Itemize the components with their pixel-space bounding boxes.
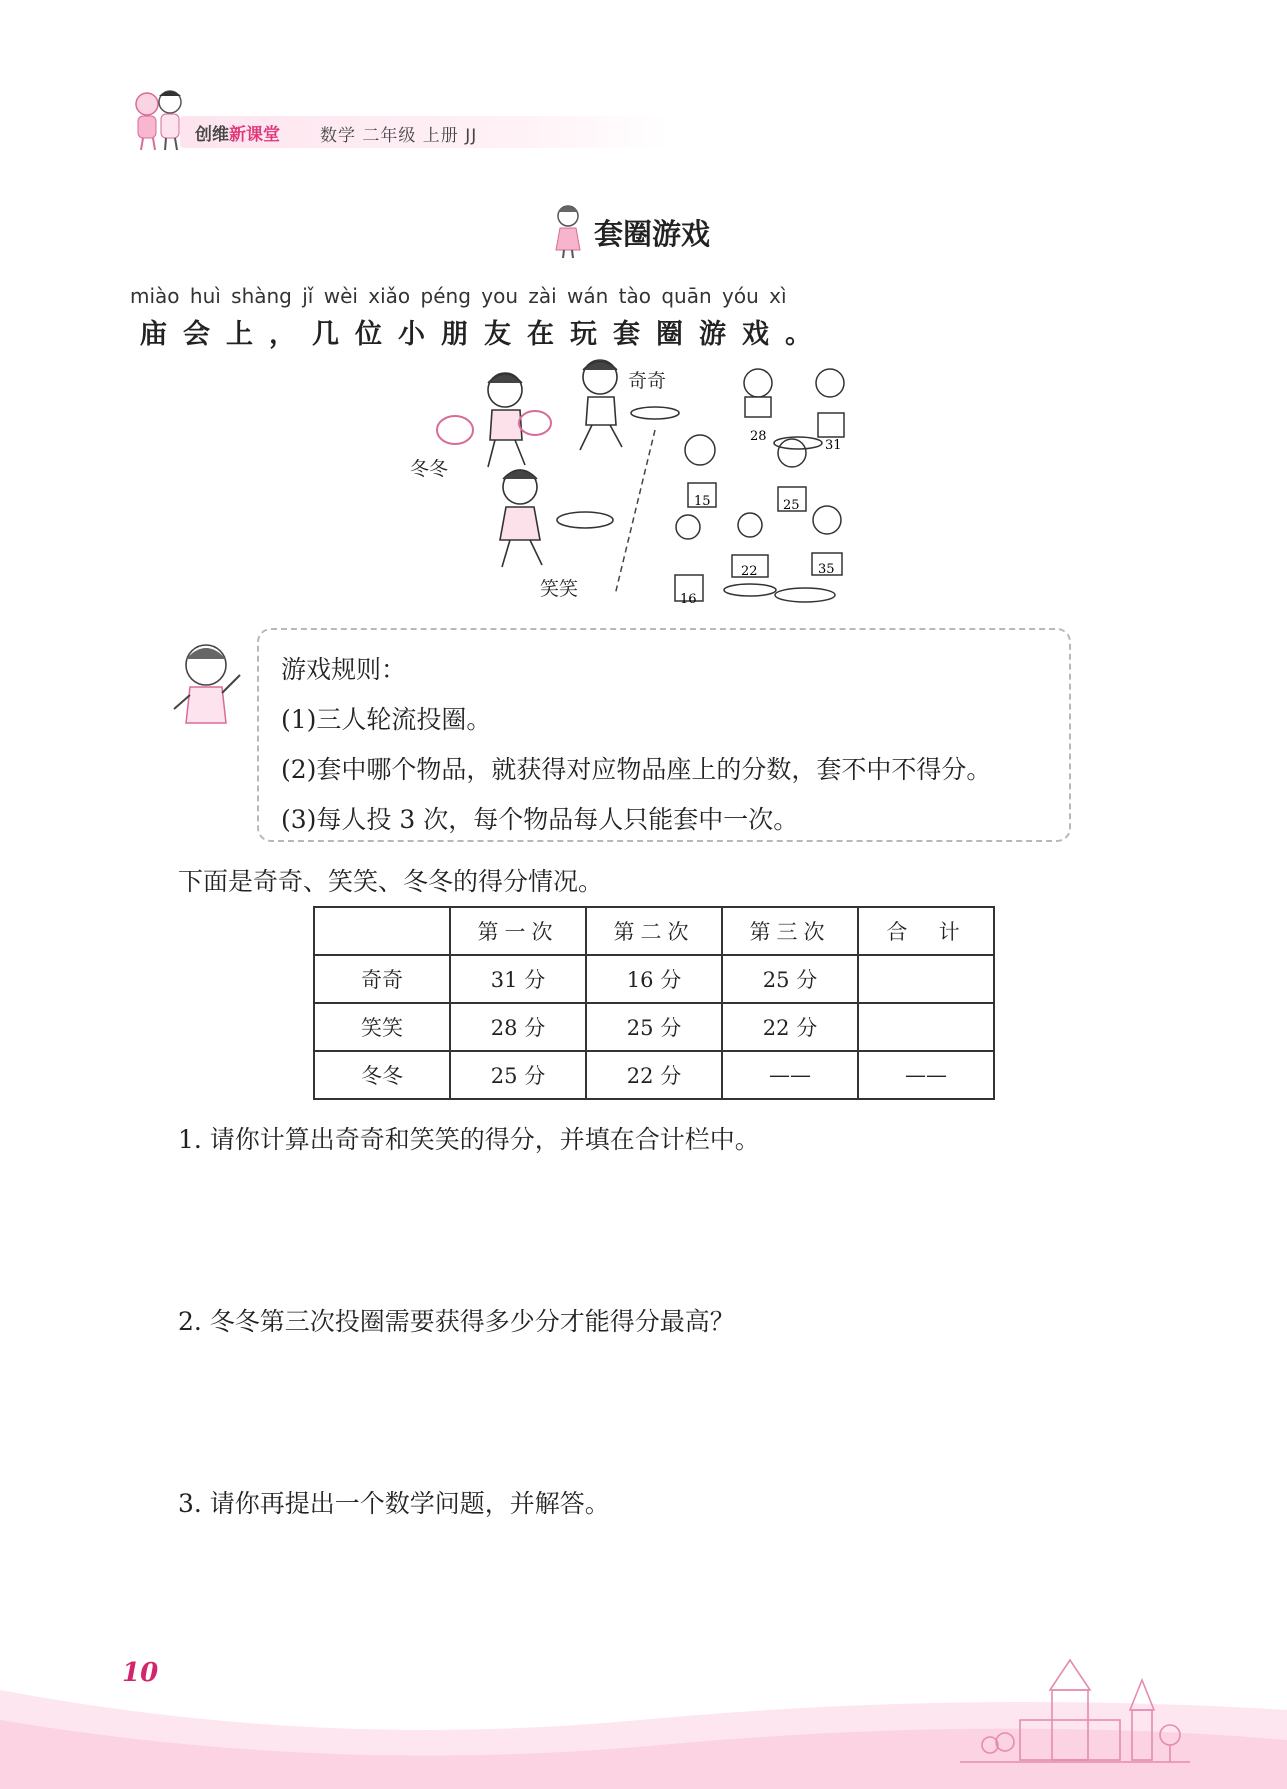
total-cell: —— [858, 1051, 994, 1099]
ring-toss-illustration [400, 355, 865, 610]
score-table [313, 906, 995, 1100]
girl-icon [548, 200, 588, 260]
question-3: 3. 请你再提出一个数学问题，并解答。 [178, 1489, 610, 1518]
seat-16: 16 [680, 592, 697, 607]
table-cell: 28 分 [450, 1003, 586, 1051]
rules-box [257, 628, 1071, 842]
intro-sentence: 庙会上，几位小朋友在玩套圈游戏。 [140, 319, 828, 350]
header-cell: 合 计 [858, 907, 994, 955]
table-intro: 下面是奇奇、笑笑、冬冬的得分情况。 [178, 867, 604, 896]
table-row [314, 1003, 994, 1051]
seat-22: 22 [741, 564, 758, 579]
table-cell: 25 分 [722, 955, 858, 1003]
table-cell: —— [722, 1051, 858, 1099]
table-cell: 25 分 [586, 1003, 722, 1051]
question-2: 2. 冬冬第三次投圈需要获得多少分才能得分最高？ [178, 1307, 735, 1336]
table-row [314, 1051, 994, 1099]
rule-item: (3)每人投 3 次，每个物品每人只能套中一次。 [281, 805, 799, 834]
question-1: 1. 请你计算出奇奇和笑笑的得分，并填在合计栏中。 [178, 1125, 760, 1154]
header-cell: 第二次 [586, 907, 722, 955]
label-xiaoxiao: 笑笑 [540, 578, 579, 600]
label-dongdong: 冬冬 [410, 458, 449, 480]
page-title: 套圈游戏 [594, 217, 711, 251]
brand-highlight: 新课堂 [229, 125, 280, 145]
subject-label: 数学 二年级 上册 JJ [320, 126, 478, 146]
pinyin-line: miào huì shàng jǐ wèi xiǎo péng you zài wán tào quān yóu xì [130, 284, 787, 308]
total-cell[interactable] [858, 955, 994, 1003]
header-cell [314, 907, 450, 955]
section-title [548, 200, 798, 260]
seat-15: 15 [694, 494, 711, 509]
page-header [125, 82, 555, 152]
table-cell: 22 分 [722, 1003, 858, 1051]
header-cell: 第一次 [450, 907, 586, 955]
table-row [314, 955, 994, 1003]
seat-25: 25 [783, 498, 800, 513]
seat-31: 31 [825, 438, 842, 453]
table-cell: 25 分 [450, 1051, 586, 1099]
table-cell: 冬冬 [314, 1051, 450, 1099]
rules-heading: 游戏规则： [281, 655, 407, 684]
rule-item: (1)三人轮流投圈。 [281, 705, 492, 734]
brand-prefix: 创维 [195, 125, 229, 145]
boy-thinking-icon [170, 633, 250, 729]
table-header-row [314, 907, 994, 955]
table-cell: 31 分 [450, 955, 586, 1003]
page-number: 10 [122, 1658, 159, 1688]
brand-name [195, 120, 280, 145]
seat-28: 28 [750, 429, 767, 444]
table-cell: 16 分 [586, 955, 722, 1003]
table-cell: 22 分 [586, 1051, 722, 1099]
rule-item: (2)套中哪个物品，就获得对应物品座上的分数，套不中不得分。 [281, 755, 992, 784]
header-cell: 第三次 [722, 907, 858, 955]
seat-35: 35 [818, 562, 835, 577]
table-cell: 笑笑 [314, 1003, 450, 1051]
castle-decoration-icon [960, 1650, 1190, 1770]
kids-header-icon [125, 82, 195, 152]
total-cell[interactable] [858, 1003, 994, 1051]
label-qiqi: 奇奇 [628, 370, 667, 392]
table-cell: 奇奇 [314, 955, 450, 1003]
